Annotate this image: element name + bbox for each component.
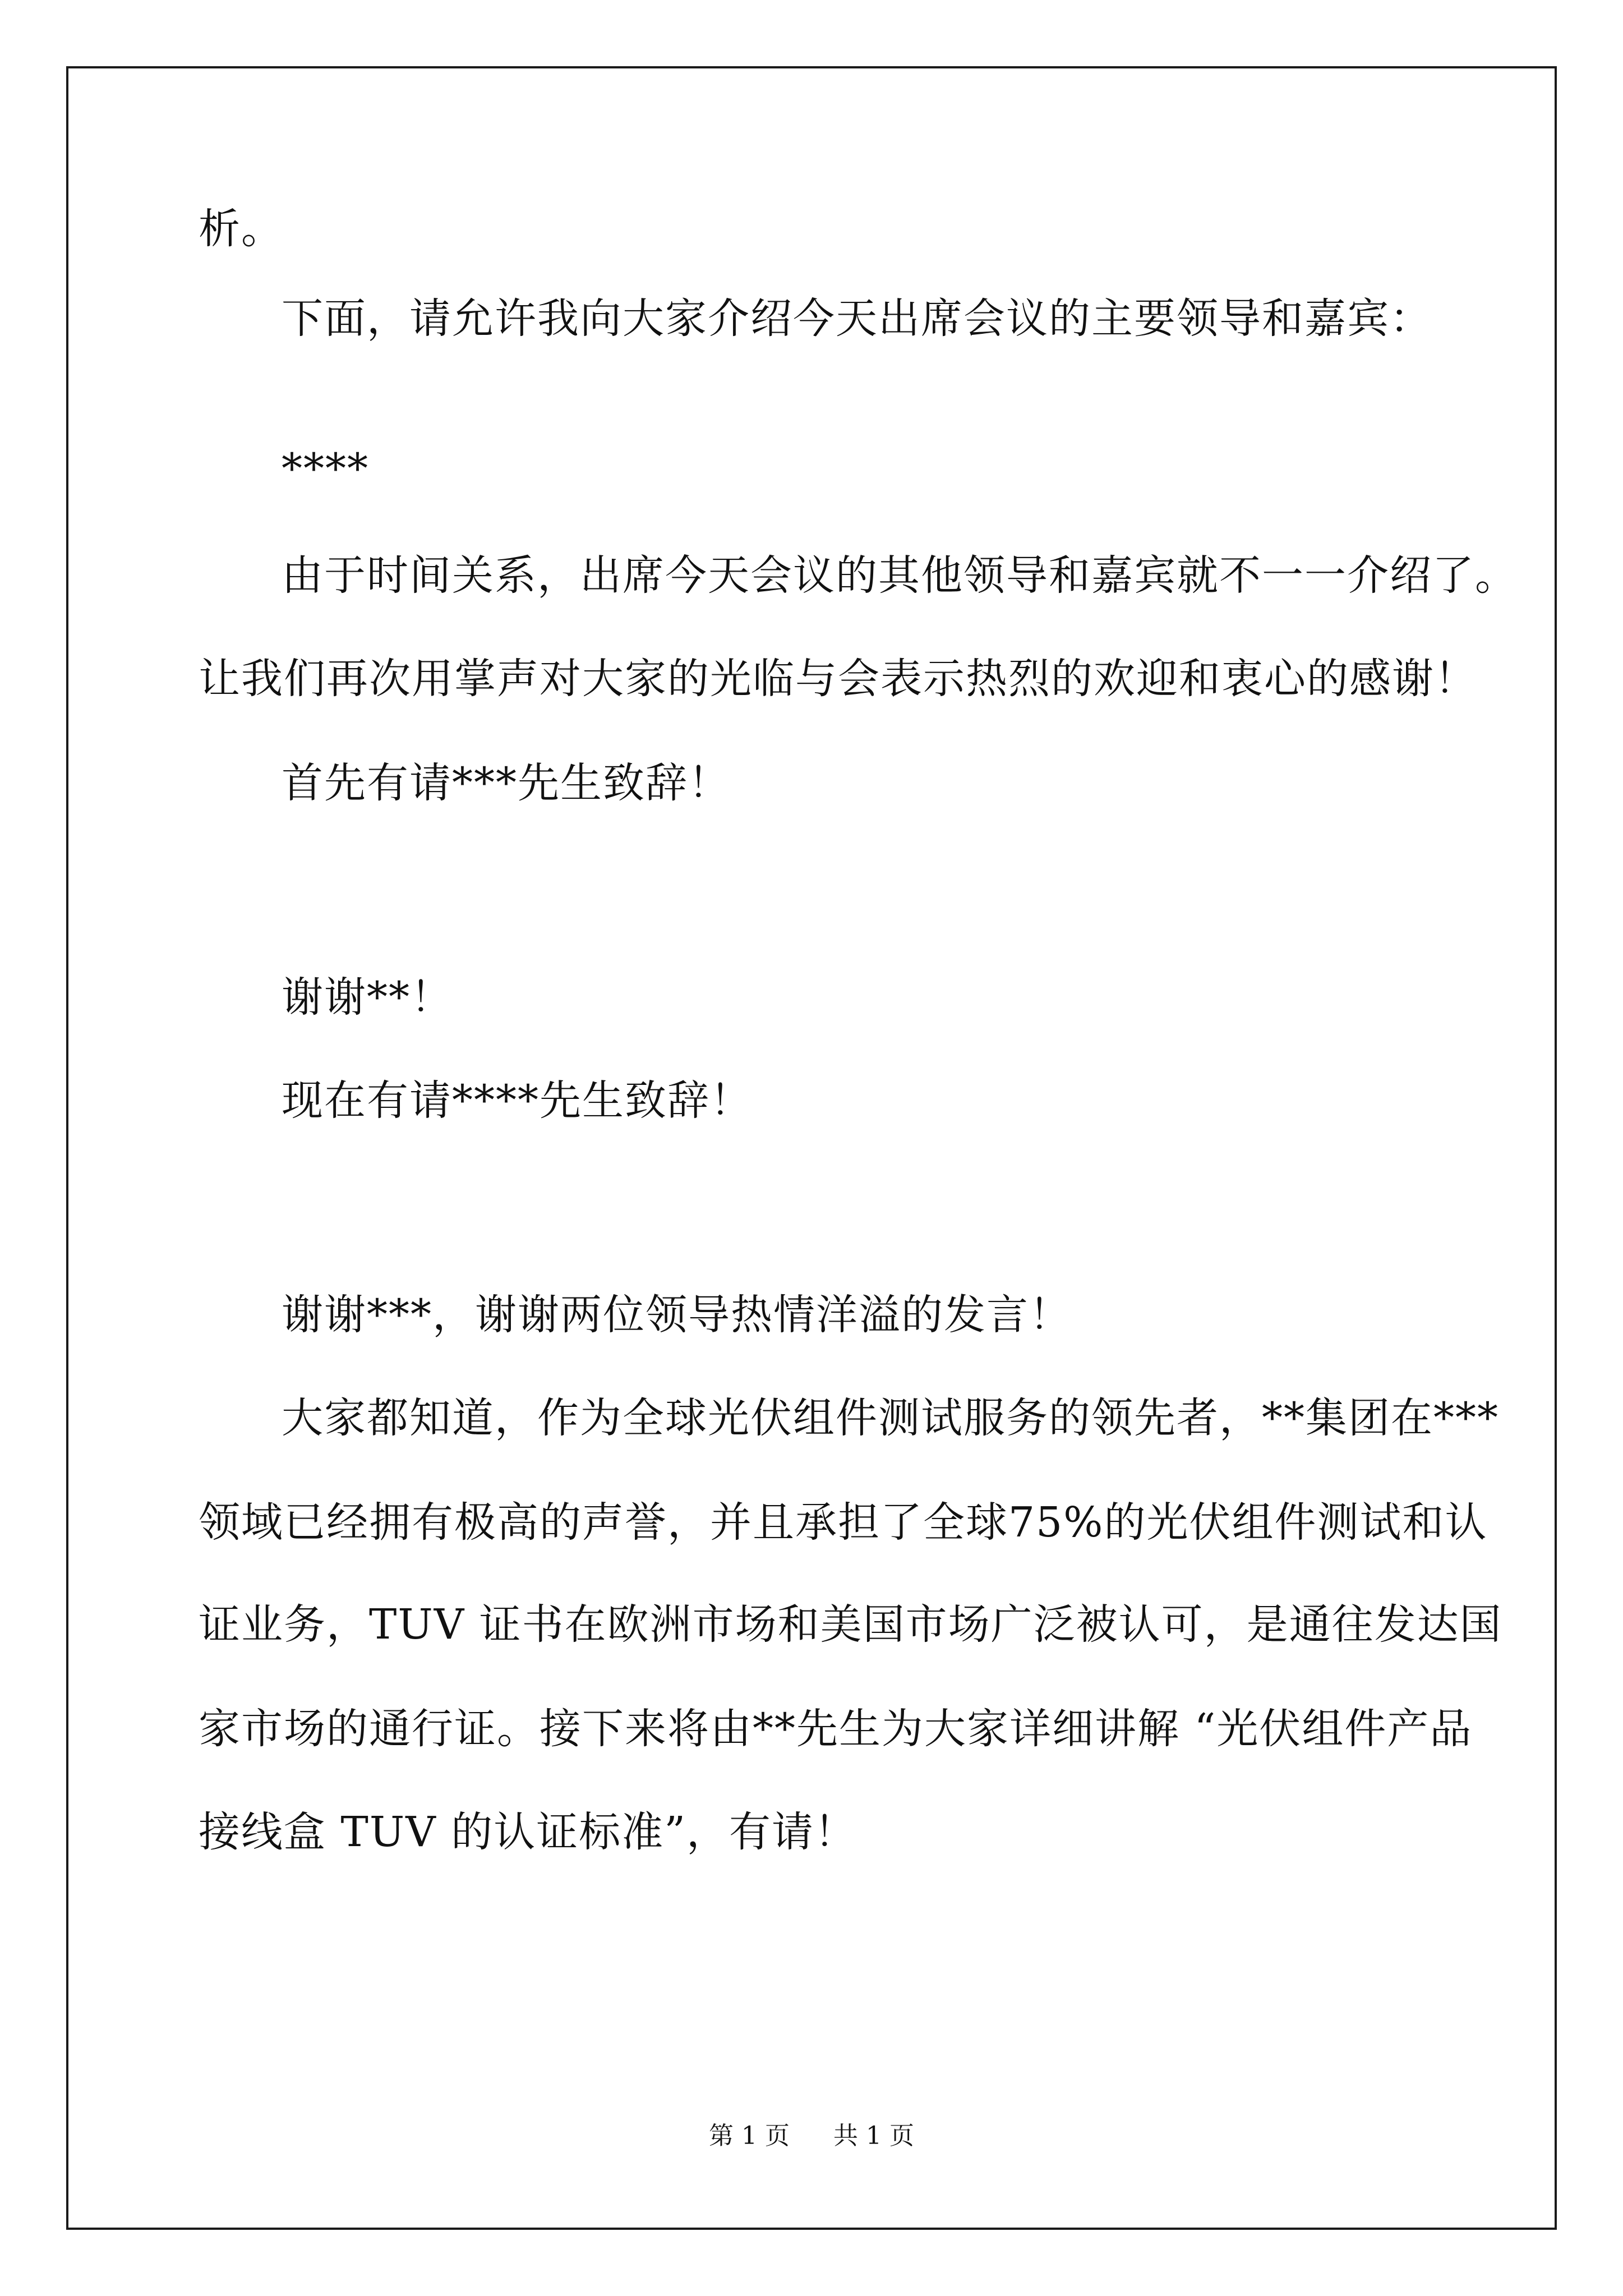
paragraph-line-5: 让我们再次用掌声对大家的光临与会表示热烈的欢迎和衷心的感谢！	[199, 655, 1477, 703]
page-number-current: 第 1 页	[709, 2122, 790, 2150]
paragraph-line-13: 家市场的通行证。接下来将由**先生为大家详细讲解 “光伏组件产品	[199, 1705, 1473, 1753]
paragraph-line-2: 下面，请允许我向大家介绍今天出席会议的主要领导和嘉宾：	[282, 295, 1432, 343]
paragraph-line-9: 谢谢***，谢谢两位领导热情洋溢的发言！	[282, 1291, 1072, 1339]
paragraph-line-12: 证业务，TUV 证书在欧洲市场和美国市场广泛被认可，是通往发达国	[199, 1600, 1502, 1649]
paragraph-line-10: 大家都知道，作为全球光伏组件测试服务的领先者，**集团在***	[282, 1394, 1499, 1442]
paragraph-line-6: 首先有请***先生致辞！	[282, 759, 731, 807]
paragraph-line-1: 析。	[199, 205, 284, 253]
paragraph-line-4: 由于时间关系，出席今天会议的其他领导和嘉宾就不一一介绍了。	[282, 551, 1518, 600]
paragraph-line-7: 谢谢**！	[282, 973, 453, 1022]
paragraph-line-8: 现在有请****先生致辞！	[282, 1076, 753, 1125]
paragraph-line-11: 领域已经拥有极高的声誉，并且承担了全球75%的光伏组件测试和认	[199, 1498, 1488, 1547]
page-footer	[0, 2119, 1623, 2153]
page-number-total: 共 1 页	[833, 2122, 914, 2150]
page-border	[66, 66, 1557, 2230]
paragraph-line-3: ****	[282, 445, 369, 493]
paragraph-line-14: 接线盒 TUV 的认证标准”，有请！	[199, 1808, 857, 1856]
